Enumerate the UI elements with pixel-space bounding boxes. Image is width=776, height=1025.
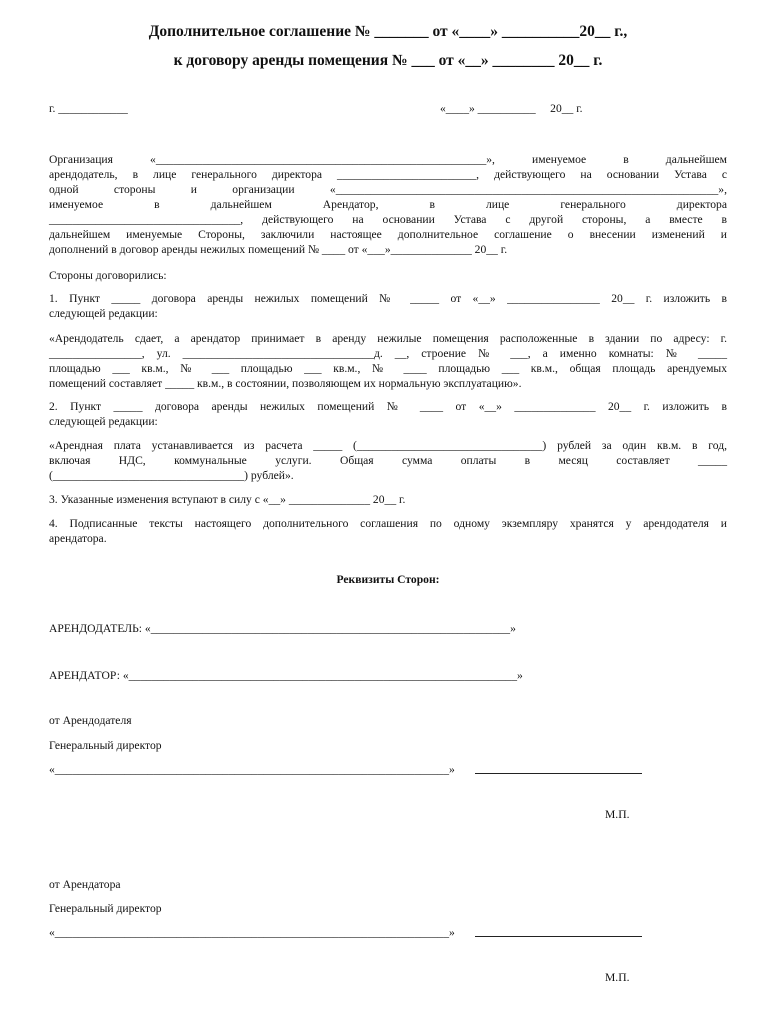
place-city: г. ____________ <box>49 102 128 115</box>
tenant-requisites: АРЕНДАТОР: «___________________________________________________________________» <box>49 669 523 682</box>
clause-1-text-line: помещений составляет _____ кв.м., в состоянии, позволяющем их нормальную эксплуатацию». <box>49 377 522 390</box>
clause-2-text-line: (_________________________________) рублей». <box>49 469 294 482</box>
place-date: «____» __________ 20__ г. <box>440 102 583 115</box>
clause-1-line: 1. Пункт _____ договора аренды нежилых помещений № _____ от «__» ________________ 20__ г. изложить в <box>49 292 727 305</box>
intro-line: дальнейшем именуемые Стороны, заключили настоящее дополнительное соглашение о внесении изменений и <box>49 228 727 241</box>
tenant-position: Генеральный директор <box>49 902 162 915</box>
tenant-from-label: от Арендатора <box>49 878 121 891</box>
landlord-name-field: «____________________________________________________________________» <box>49 763 455 776</box>
clause-1-text-line: «Арендодатель сдает, а арендатор принимает в аренду нежилые помещения расположенные в здании по адресу: г. <box>49 332 727 345</box>
tenant-name-field: «____________________________________________________________________» <box>49 926 455 939</box>
intro-line: Организация «_________________________________________________________», именуемое в дальнейшем <box>49 153 727 166</box>
clause-4-line: арендатора. <box>49 532 107 545</box>
landlord-position: Генеральный директор <box>49 739 162 752</box>
clause-1-line: следующей редакции: <box>49 307 158 320</box>
clause-2-line: 2. Пункт _____ договора аренды нежилых помещений № ____ от «__» ______________ 20__ г. изложить в <box>49 400 727 413</box>
landlord-signature-line <box>475 773 642 774</box>
tenant-stamp-label: М.П. <box>605 971 630 984</box>
intro-line: _________________________________, действующего на основании Устава с другой стороны, а вместе в <box>49 213 727 226</box>
landlord-stamp-label: М.П. <box>605 808 630 821</box>
intro-line: арендодатель, в лице генерального директора ________________________, действующего на основании Устава с <box>49 168 727 181</box>
requisites-heading: Реквизиты Сторон: <box>336 573 440 586</box>
clause-1-text-line: ________________, ул. _________________________________д. __, строение № ___, а именно комнаты: № _____ <box>49 347 727 360</box>
intro-line: именуемое в дальнейшем Арендатор, в лице генерального директора <box>49 198 727 211</box>
parties-agreed: Стороны договорились: <box>49 269 167 282</box>
tenant-signature-line <box>475 936 642 937</box>
intro-line: дополнений в договор аренды нежилых помещений № ____ от «___»______________ 20__ г. <box>49 243 508 256</box>
clause-2-text-line: включая НДС, коммунальные услуги. Общая сумма оплаты в месяц составляет _____ <box>49 454 727 467</box>
document-title-line2: к договору аренды помещения № ___ от «__» ________ 20__ г. <box>173 52 603 69</box>
clause-2-text-line: «Арендная плата устанавливается из расчета _____ (________________________________) рублей за один кв.м. в год, <box>49 439 727 452</box>
intro-line: одной стороны и организации «__________________________________________________________________», <box>49 183 727 196</box>
landlord-from-label: от Арендодателя <box>49 714 132 727</box>
landlord-requisites: АРЕНДОДАТЕЛЬ: «______________________________________________________________» <box>49 622 516 635</box>
clause-1-text-line: площадью ___ кв.м., № ___ площадью ___ кв.м., № ____ площадью ___ кв.м., общая площадь арендуемых <box>49 362 727 375</box>
clause-4-line: 4. Подписанные тексты настоящего дополнительного соглашения по одному экземпляру хранятся у арендодателя и <box>49 517 727 530</box>
document-title-line1: Дополнительное соглашение № _______ от «____» __________20__ г., <box>148 23 628 40</box>
clause-3: 3. Указанные изменения вступают в силу с «__» ______________ 20__ г. <box>49 493 406 506</box>
clause-2-line: следующей редакции: <box>49 415 158 428</box>
